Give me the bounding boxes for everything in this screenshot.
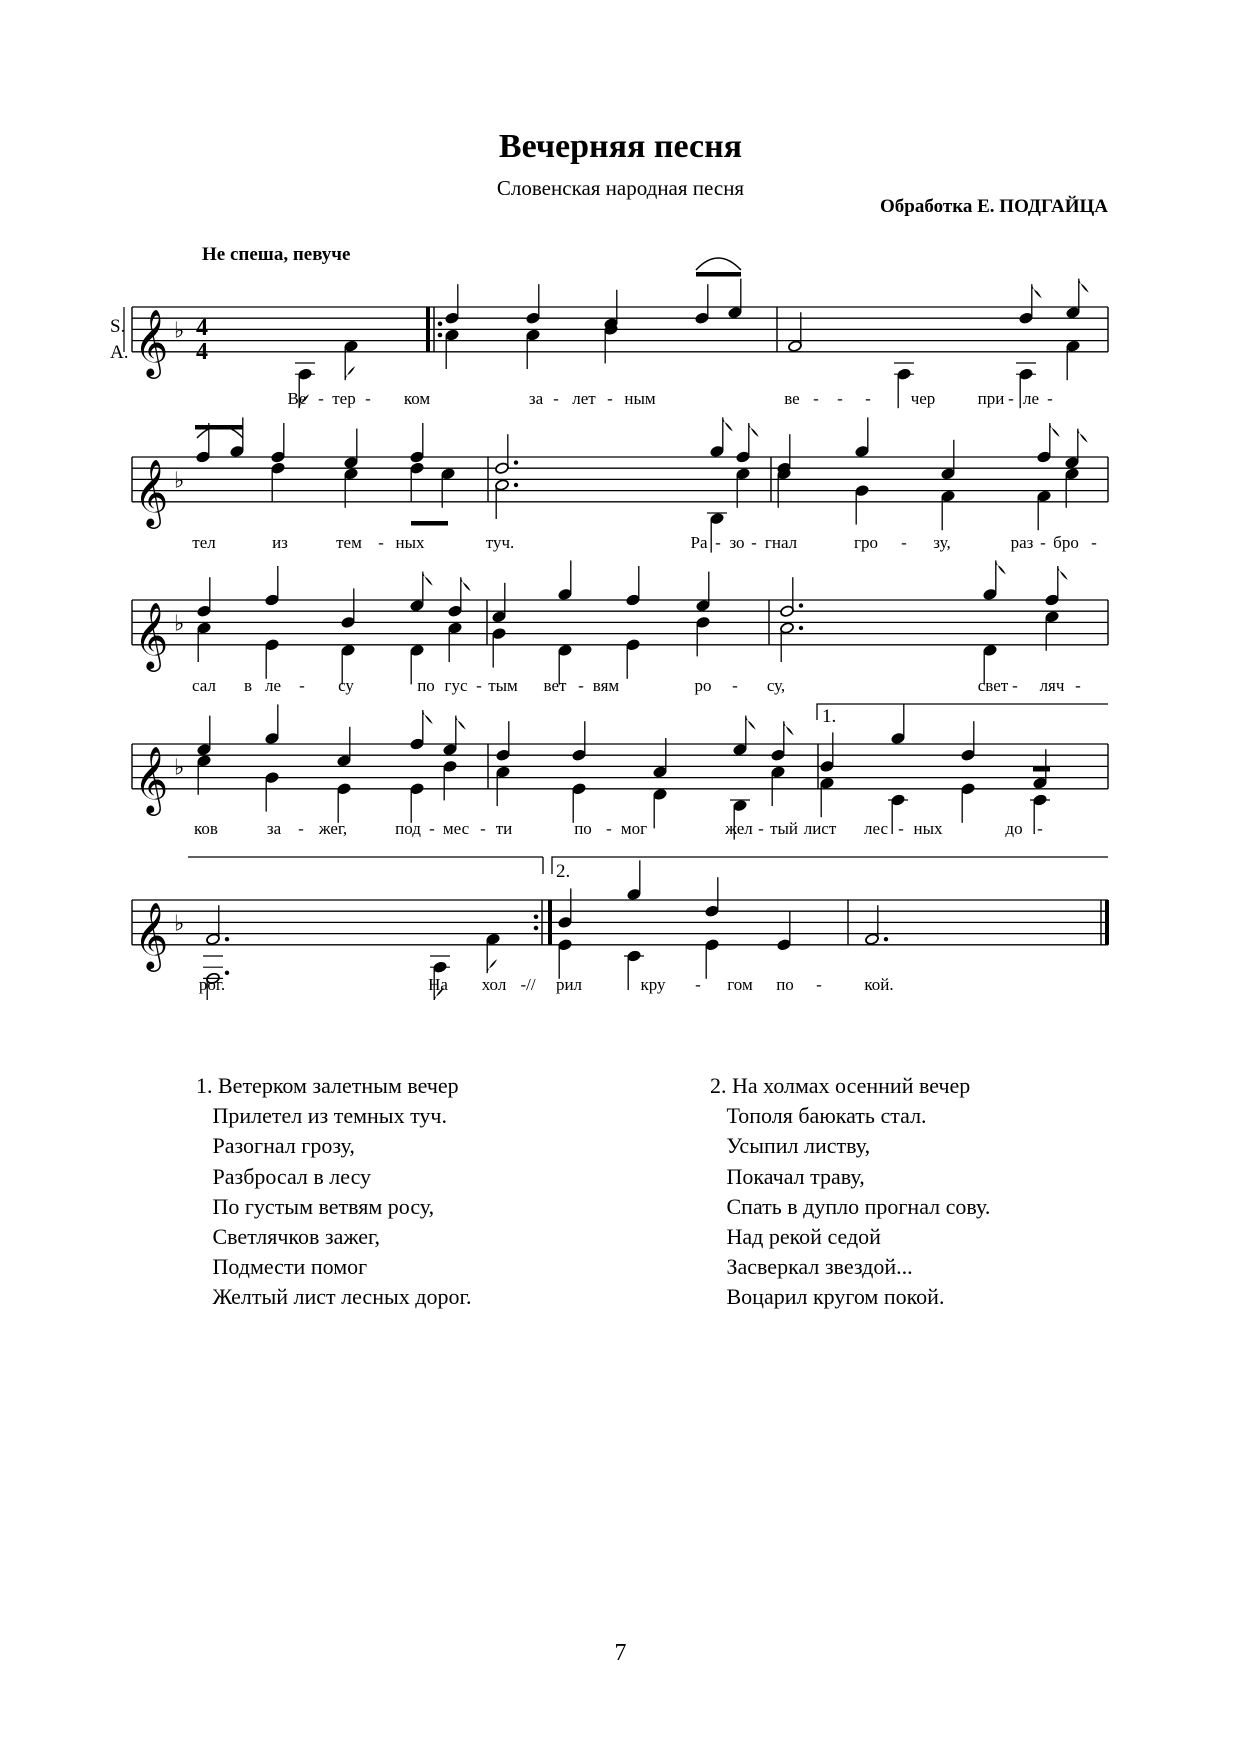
note-flag — [784, 721, 794, 735]
note-flag — [746, 716, 756, 730]
note-head — [271, 462, 286, 475]
verse-2 — [710, 1071, 990, 1313]
note-head — [710, 445, 725, 458]
note-head — [865, 933, 880, 946]
note-head — [696, 599, 711, 612]
note-head — [626, 639, 641, 652]
note-head — [206, 933, 221, 946]
note-head — [341, 644, 356, 657]
lyric-syllable: - — [299, 676, 305, 695]
augmentation-dot — [514, 483, 518, 487]
lyric-syllable: тем — [336, 533, 362, 552]
note-head — [344, 468, 359, 481]
augmentation-dot — [225, 937, 229, 941]
lyric-syllable: - — [865, 389, 871, 408]
lyric-syllable: сал — [192, 676, 216, 695]
note-head — [695, 312, 710, 325]
repeat-dot — [438, 322, 443, 327]
note-head — [1037, 490, 1052, 503]
note-flag — [423, 710, 433, 724]
note-head — [496, 749, 511, 762]
lyric-syllable: зу, — [933, 533, 951, 552]
lyric-syllable: раз — [1010, 533, 1034, 552]
lyric-syllable: ком — [403, 389, 431, 408]
lyric-syllable: - — [1012, 676, 1018, 695]
verse-line: Прилетел из темных туч. — [196, 1103, 447, 1129]
lyric-syllable: - — [429, 819, 435, 838]
note-head — [1066, 340, 1081, 353]
lyric-syllable: лист — [803, 819, 837, 838]
treble-clef-icon: 𝄞 — [134, 307, 169, 376]
note-head — [855, 484, 870, 497]
verse-1 — [196, 1071, 471, 1313]
lyric-syllable: Ве — [287, 389, 307, 408]
key-signature-flat-icon: ♭ — [174, 318, 185, 344]
lyric-syllable: при — [977, 389, 1005, 408]
lyric-syllable: мес — [442, 819, 470, 838]
verse-line: По густым ветвям росу, — [196, 1193, 435, 1219]
note-head — [1033, 777, 1048, 790]
lyric-syllable: - — [1040, 533, 1046, 552]
note-head — [626, 594, 641, 607]
note-head — [410, 644, 425, 657]
lyric-syllable: - — [898, 819, 904, 838]
final-barline — [1105, 900, 1109, 945]
note-head — [265, 594, 280, 607]
note-head — [495, 462, 510, 475]
note-head — [1066, 306, 1081, 319]
lyric-syllable: су, — [766, 676, 786, 695]
lyric-syllable: - — [1037, 819, 1043, 838]
note-head — [197, 622, 212, 635]
note-head — [443, 743, 458, 756]
note-flag — [1078, 429, 1088, 443]
verse-line: Светлячков зажег, — [196, 1224, 381, 1250]
lyric-syllable: - — [298, 819, 304, 838]
verse-line: Разбросал в лесу — [196, 1163, 372, 1189]
lyric-syllable: гнал — [764, 533, 798, 552]
verse-line: Покачал траву, — [710, 1163, 865, 1189]
song-subtitle: Словенская народная песня — [496, 176, 745, 200]
lyric-syllable: - — [816, 975, 822, 994]
note-head — [736, 451, 751, 464]
note-head — [710, 512, 725, 525]
note-head — [733, 743, 748, 756]
note-head — [526, 312, 541, 325]
note-head — [197, 755, 212, 768]
lyric-syllable: хол — [481, 975, 507, 994]
lyric-syllable: за — [266, 819, 282, 838]
note-head — [337, 783, 352, 796]
lyric-syllable: вет — [543, 676, 567, 695]
lyric-syllable: зо — [729, 533, 745, 552]
lyric-syllable: тый — [770, 819, 798, 838]
note-head — [495, 479, 510, 492]
lyric-syllable: лет — [572, 389, 596, 408]
beam — [1033, 767, 1050, 772]
note-head — [344, 456, 359, 469]
verse-line: Засверкал звездой... — [710, 1254, 913, 1280]
note-head — [197, 605, 212, 618]
note-head — [1045, 594, 1060, 607]
lyric-syllable: ти — [495, 819, 513, 838]
lyric-syllable: гро — [854, 533, 878, 552]
lyric-syllable: - — [837, 389, 843, 408]
note-head — [1045, 611, 1060, 624]
lyric-syllable: до — [1005, 819, 1023, 838]
note-head — [443, 760, 458, 773]
note-head — [696, 616, 711, 629]
note-head — [265, 639, 280, 652]
note-head — [983, 644, 998, 657]
tempo-marking: Не спеша, певуче — [202, 244, 351, 265]
volta-second-label: 2. — [556, 861, 571, 882]
lyric-syllable: в — [243, 676, 253, 695]
lyric-syllable: - — [378, 533, 384, 552]
note-head — [820, 777, 835, 790]
note-heads — [195, 258, 1089, 1000]
note-head — [341, 616, 356, 629]
note-head — [736, 468, 751, 481]
note-head — [572, 783, 587, 796]
lyric-syllable: тел — [192, 533, 216, 552]
note-head — [961, 749, 976, 762]
lyric-syllable: по — [574, 819, 592, 838]
note-head — [448, 605, 463, 618]
note-head — [526, 329, 541, 342]
lyric-syllable: - — [578, 676, 584, 695]
note-flag — [723, 417, 733, 431]
note-flag — [461, 577, 471, 591]
note-head — [496, 766, 511, 779]
page-number: 7 — [614, 1640, 627, 1666]
note-flag — [456, 716, 466, 730]
note-head — [777, 939, 792, 952]
verse-line: 2. На холмах осенний вечер — [710, 1073, 971, 1098]
key-signature-flat-icon: ♭ — [174, 911, 185, 937]
note-head — [1065, 468, 1080, 481]
note-head — [230, 445, 245, 458]
lyric-syllable: ле — [1022, 389, 1040, 408]
lyric-syllable: - — [480, 819, 486, 838]
note-head — [653, 788, 668, 801]
note-head — [197, 743, 212, 756]
lyric-syllable: по — [417, 676, 435, 695]
augmentation-dot — [799, 603, 803, 607]
lyric-syllable: за — [528, 389, 544, 408]
note-head — [780, 622, 795, 635]
lyric-syllable: - — [606, 819, 612, 838]
verse-line: Спать в дупло прогнал сову. — [710, 1193, 991, 1219]
treble-clef-icon: 𝄞 — [134, 900, 169, 969]
lyric-syllable: жег, — [318, 819, 348, 838]
repeat-dot — [534, 915, 539, 920]
note-head — [410, 738, 425, 751]
lyric-syllable: - — [715, 533, 721, 552]
note-head — [492, 627, 507, 640]
arranger-credit: Обработка Е. ПОДГАЙЦА — [880, 196, 1108, 217]
lyric-syllable: жел — [725, 819, 753, 838]
note-head — [265, 771, 280, 784]
note-head — [410, 599, 425, 612]
note-head — [558, 939, 573, 952]
note-head — [705, 939, 720, 952]
note-head — [705, 905, 720, 918]
lyric-syllable: - — [732, 676, 738, 695]
lyric-syllable: - — [318, 389, 324, 408]
lyric-syllable: свет — [977, 676, 1009, 695]
verse-line: Над рекой седой — [710, 1224, 881, 1250]
note-head — [820, 760, 835, 773]
lyric-syllable: - — [1091, 533, 1097, 552]
note-flag — [1079, 279, 1089, 293]
beam — [411, 521, 448, 526]
lyric-syllable: На — [428, 975, 448, 994]
note-head — [983, 588, 998, 601]
note-flag — [487, 959, 497, 973]
note-flag — [996, 560, 1006, 574]
lyric-syllable: - — [1075, 676, 1081, 695]
verse-line: Воцарил кругом покой. — [710, 1284, 945, 1310]
note-flag — [1050, 423, 1060, 437]
note-head — [265, 732, 280, 745]
note-head — [558, 644, 573, 657]
lyric-syllable: по — [776, 975, 794, 994]
lyric-syllable: чер — [910, 389, 936, 408]
lyric-syllable: бро — [1053, 533, 1079, 552]
lyric-syllable: ляч — [1039, 676, 1065, 695]
note-flag — [1058, 566, 1068, 580]
lyric-syllable: вям — [592, 676, 620, 695]
lyric-syllable: ным — [624, 389, 656, 408]
treble-clef-icon: 𝄞 — [134, 744, 169, 813]
note-head — [337, 755, 352, 768]
note-flag — [423, 572, 433, 586]
staff-system — [132, 600, 1108, 672]
augmentation-dot — [225, 971, 229, 975]
note-head — [941, 468, 956, 481]
soprano-label: S. — [110, 316, 126, 337]
verse-line: 1. Ветерком залетным вечер — [196, 1073, 459, 1098]
note-head — [196, 451, 211, 464]
lyric-syllable: рог. — [198, 975, 226, 994]
repeat-dot — [534, 926, 539, 931]
note-head — [891, 732, 906, 745]
note-head — [572, 749, 587, 762]
lyric-syllable: Ра — [690, 533, 708, 552]
note-head — [486, 933, 501, 946]
key-signature-flat-icon: ♭ — [174, 611, 185, 637]
lyric-syllable: рил — [555, 975, 583, 994]
lyric-syllable: туч. — [485, 533, 515, 552]
lyric-syllable: кой. — [864, 975, 894, 994]
verse-line: Разогнал грозу, — [196, 1133, 355, 1159]
lyric-syllable: - — [1047, 389, 1053, 408]
lyric-syllable: мог — [620, 819, 648, 838]
volta-first-label: 1. — [822, 706, 837, 727]
note-head — [558, 916, 573, 929]
lyric-syllable: ро — [694, 676, 712, 695]
repeat-dot — [438, 333, 443, 338]
note-head — [344, 340, 359, 353]
lyric-syllable: - — [695, 975, 701, 994]
verse-line: Усыпил листву, — [710, 1133, 871, 1159]
augmentation-dot — [799, 626, 803, 630]
note-head — [1019, 312, 1034, 325]
lyric-syllable: ле — [264, 676, 282, 695]
lyric-syllable: гом — [727, 975, 753, 994]
lyric-syllable: под — [395, 819, 421, 838]
staff-system — [132, 307, 1108, 379]
lyric-syllable: су — [338, 676, 354, 695]
lyric-syllable: ве — [784, 389, 800, 408]
verse-line: Подмести помог — [196, 1254, 368, 1280]
lyric-syllable: ных — [913, 819, 943, 838]
lyric-syllable: -// — [520, 975, 536, 994]
note-head — [771, 749, 786, 762]
note-head — [271, 451, 286, 464]
note-head — [941, 490, 956, 503]
lyric-syllable: тер — [332, 389, 356, 408]
repeat-thick-bar — [548, 900, 552, 945]
note-head — [780, 605, 795, 618]
note-head — [788, 340, 803, 353]
alto-label: A. — [110, 342, 129, 363]
augmentation-dot — [514, 460, 518, 464]
repeat-thick-bar — [426, 307, 430, 352]
augmentation-dot — [884, 937, 888, 941]
note-head — [728, 306, 743, 319]
treble-clef-icon: 𝄞 — [134, 457, 169, 526]
treble-clef-icon: 𝄞 — [134, 600, 169, 669]
note-flag — [345, 366, 355, 380]
lyric-syllable: - — [758, 819, 764, 838]
lyric-syllable: - — [1008, 389, 1014, 408]
note-head — [855, 445, 870, 458]
score-marks — [110, 258, 1108, 1000]
lyric-syllable: ных — [395, 533, 425, 552]
staff-system — [132, 900, 1109, 972]
beam — [696, 272, 741, 277]
note-flag — [749, 423, 759, 437]
verse-line: Тополя баюкать стал. — [710, 1103, 927, 1129]
note-head — [653, 766, 668, 779]
note-head — [961, 783, 976, 796]
lyric-syllable: - — [751, 533, 757, 552]
note-head — [1037, 451, 1052, 464]
note-head — [410, 451, 425, 464]
lyric-syllable: - — [813, 389, 819, 408]
note-head — [1065, 456, 1080, 469]
key-signature-flat-icon: ♭ — [174, 755, 185, 781]
lyric-syllable: гус — [444, 676, 468, 695]
time-signature-top: 4 — [196, 315, 208, 341]
note-head — [627, 888, 642, 901]
note-flag — [1032, 284, 1042, 298]
slur — [696, 258, 741, 270]
verse-line: Желтый лист лесных дорог. — [196, 1284, 472, 1310]
volta-bracket-first — [817, 704, 1108, 720]
note-head — [771, 766, 786, 779]
lyric-syllable: - — [553, 389, 559, 408]
note-head — [410, 783, 425, 796]
note-head — [448, 622, 463, 635]
note-head — [445, 329, 460, 342]
note-head — [492, 611, 507, 624]
song-title: Вечерняя песня — [498, 128, 743, 165]
lyric-syllable: ков — [194, 819, 218, 838]
lyric-syllable: - — [901, 533, 907, 552]
volta-bracket-second — [552, 857, 1108, 874]
lyric-syllable: кру — [640, 975, 666, 994]
lyric-syllable: тым — [488, 676, 518, 695]
key-signature-flat-icon: ♭ — [174, 468, 185, 494]
note-head — [410, 462, 425, 475]
lyric-syllable: - — [476, 676, 482, 695]
note-head — [733, 799, 748, 812]
lyric-syllable: - — [365, 389, 371, 408]
time-signature-bottom: 4 — [196, 339, 208, 365]
note-head — [441, 468, 456, 481]
staff-systems — [132, 307, 1109, 972]
lyric-syllable: лес — [864, 819, 888, 838]
lyric-syllable: - — [607, 389, 613, 408]
note-head — [445, 312, 460, 325]
lyric-syllable: из — [272, 533, 288, 552]
note-head — [558, 588, 573, 601]
